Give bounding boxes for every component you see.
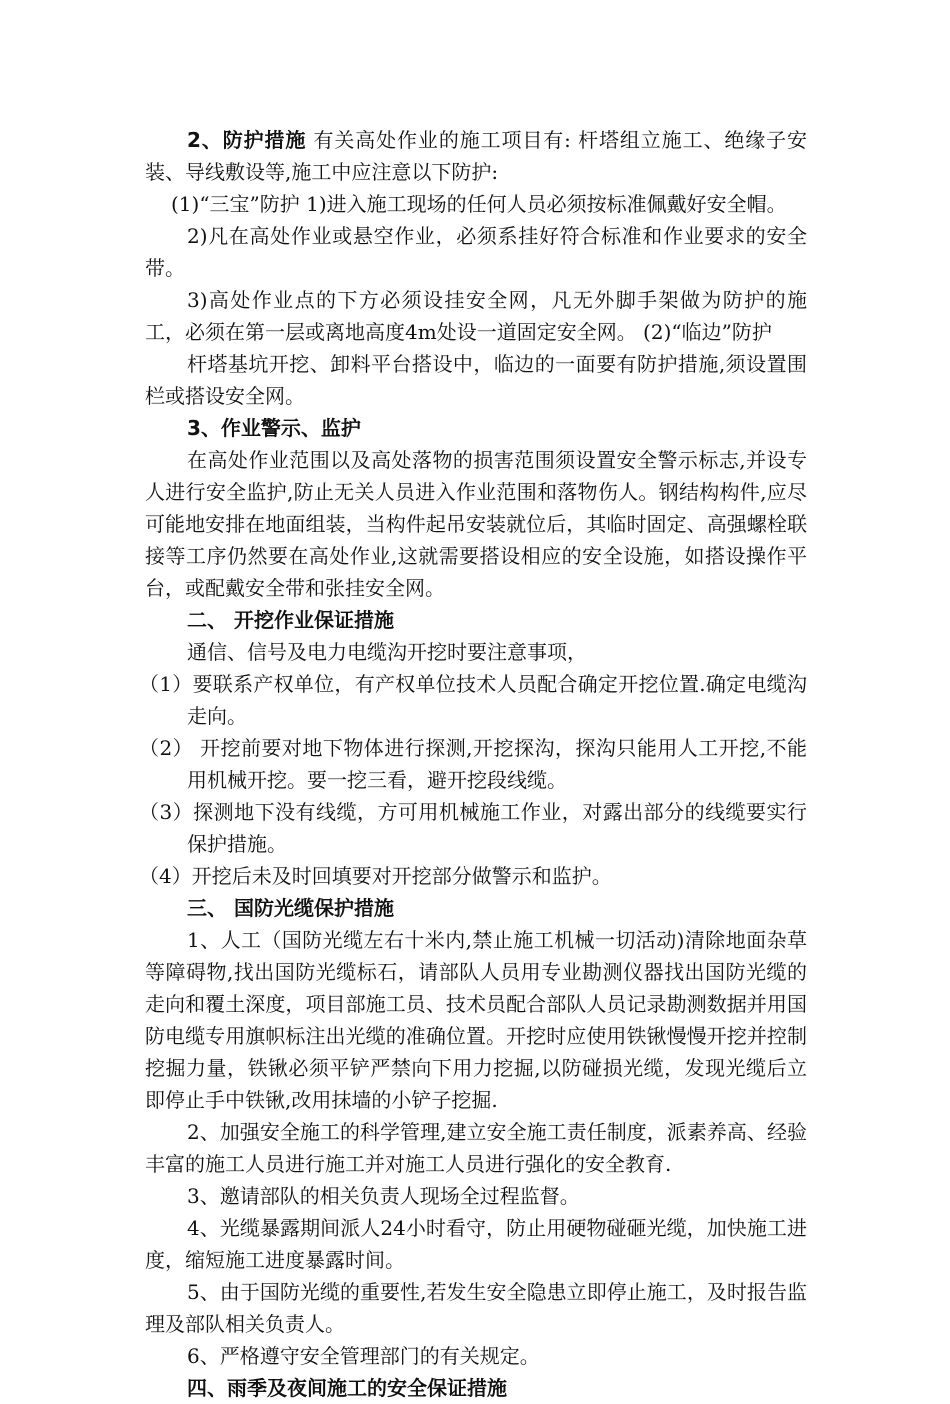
list-item: （2） 开挖前要对地下物体进行探测,开挖探沟，探沟只能用人工开挖,不能用机械开挖。要一挖三看，避开挖段线缆。 — [139, 736, 807, 792]
section-heading: 2、防护措施 — [187, 128, 307, 152]
paragraph-safety-belt: 2)凡在高处作业或悬空作业，必须系挂好符合标准和作业要求的安全带。 — [145, 224, 807, 280]
paragraph-excavation-intro: 通信、信号及电力电缆沟开挖时要注意事项， — [187, 640, 587, 664]
section-protection-paragraph — [145, 124, 807, 188]
document-body — [139, 124, 808, 1404]
list-item: （3）探测地下没有线缆，方可用机械施工作业，对露出部分的线缆要实行保护措施。 — [139, 800, 807, 856]
part-heading: 四、雨季及夜间施工的安全保证措施 — [187, 1376, 507, 1400]
paragraph-warning: 在高处作业范围以及高处落物的损害范围须设置安全警示标志,并设专人进行安全监护,防止无关人员进入作业范围和落物伤人。钢结构构件,应尽可能地安排在地面组装，当构件起吊安装就位后，其临时固定、高强螺栓联接等工序仍然要在高处作业,这就需要搭设相应的安全设施，如搭设操作平台，或配戴安全带和张挂安全网。 — [145, 448, 807, 600]
list-item: 2、加强安全施工的科学管理,建立安全施工责任制度，派素养高、经验丰富的施工人员进行施工并对施工人员进行强化的安全教育. — [145, 1120, 807, 1176]
paragraph-text: 有关高处作业的施工项目有: 杆塔组立施工、绝缘子安装、导线敷设等,施工中应注意以下防护: — [145, 128, 808, 184]
part-heading: 三、 国防光缆保护措施 — [187, 896, 394, 920]
list-item: 4、光缆暴露期间派人24小时看守，防止用硬物碰砸光缆，加快施工进度，缩短施工进度暴露时间。 — [145, 1216, 807, 1272]
list-item: （1）要联系产权单位，有产权单位技术人员配合确定开挖位置.确定电缆沟走向。 — [139, 672, 807, 728]
list-item: 1、人工（国防光缆左右十米内,禁止施工机械一切活动)清除地面杂草等障碍物,找出国防光缆标石，请部队人员用专业勘测仪器找出国防光缆的走向和覆土深度，项目部施工员、技术员配合部队人员记录勘测数据并用国防电缆专用旗帜标注出光缆的准确位置。开挖时应使用铁锹慢慢开挖并控制挖掘力量，铁锹必须平铲严禁向下用力挖掘,以防碰损光缆，发现光缆后立即停止手中铁锹,改用抹墙的小铲子挖掘. — [145, 928, 807, 1112]
section-heading: 3、作业警示、监护 — [187, 416, 361, 440]
paragraph-safety-net: 3)高处作业点的下方必须设挂安全网，凡无外脚手架做为防护的施工，必须在第一层或离地高度4m处设一道固定安全网。 (2)“临边”防护 — [145, 288, 807, 344]
list-item: 6、严格遵守安全管理部门的有关规定。 — [187, 1344, 540, 1368]
list-item: 5、由于国防光缆的重要性,若发生安全隐患立即停止施工，及时报告监理及部队相关负责人。 — [145, 1280, 807, 1336]
part-heading: 二、 开挖作业保证措施 — [187, 608, 394, 632]
paragraph-sanbao: (1)“三宝”防护 1)进入施工现场的任何人员必须按标准佩戴好安全帽。 — [171, 192, 787, 216]
paragraph-edge-protection: 杆塔基坑开挖、卸料平台搭设中，临边的一面要有防护措施,须设置围栏或搭设安全网。 — [145, 352, 807, 408]
list-item: （4）开挖后未及时回填要对开挖部分做警示和监护。 — [139, 864, 612, 888]
list-item: 3、邀请部队的相关负责人现场全过程监督。 — [187, 1184, 580, 1208]
